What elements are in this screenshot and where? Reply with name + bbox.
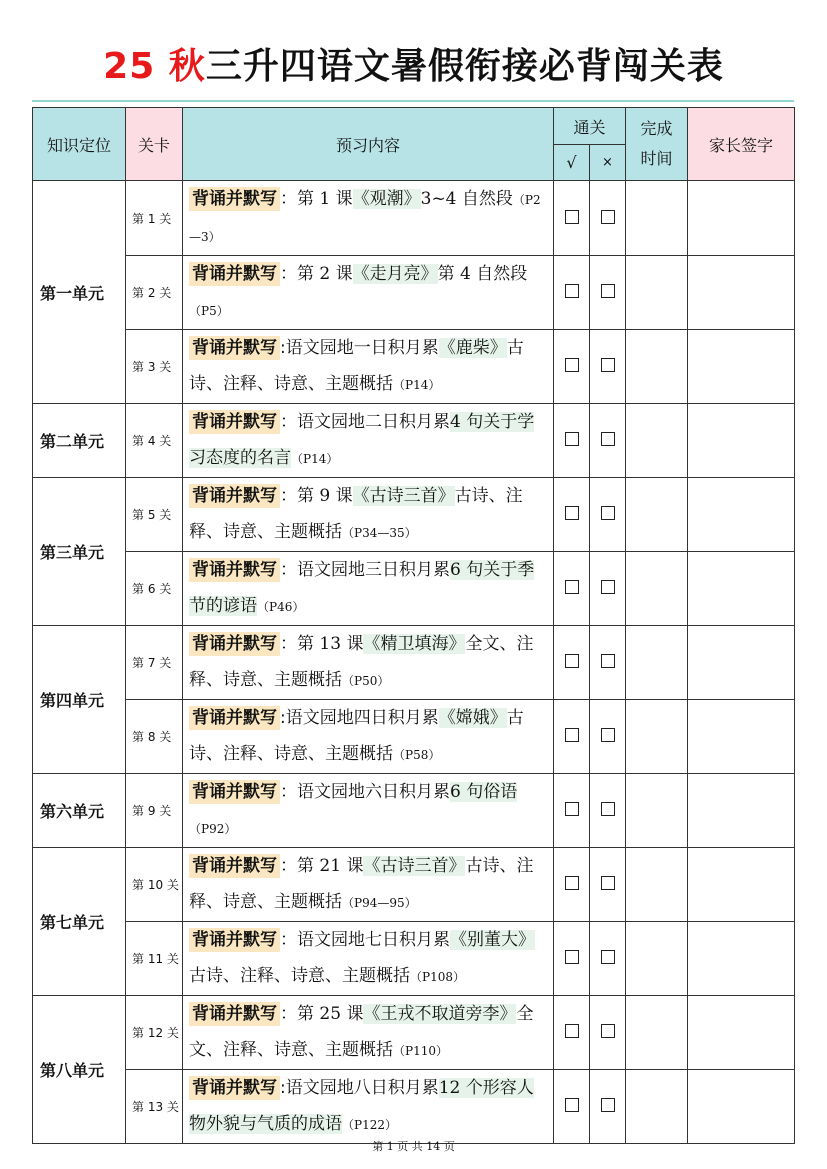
page-reference: （P5） (189, 304, 229, 318)
recite-tag-text: 背诵并默写 (192, 1078, 277, 1098)
pass-yes-cell (554, 626, 590, 700)
finish-time-cell[interactable] (626, 1070, 688, 1144)
unit-name: 第六单元 (33, 774, 126, 848)
content-prefix: 语文园地二日积月累 (297, 412, 450, 432)
recite-tag-text: 背诵并默写 (192, 338, 277, 358)
page-title (0, 38, 827, 89)
pass-no-cell (590, 700, 626, 774)
recite-tag (189, 1076, 280, 1100)
pass-yes-cell (554, 1070, 590, 1144)
content-suffix: 第 4 自然段 (437, 264, 528, 284)
page-reference: （P14） (291, 452, 339, 466)
tag-colon: ： (280, 412, 297, 432)
level-label: 第 13 关 (126, 1070, 183, 1144)
page-reference: （P92） (189, 822, 237, 836)
pass-yes-checkbox[interactable] (565, 1098, 579, 1112)
content-suffix: 古诗、注释、诗意、主题概括 (189, 856, 534, 912)
pass-no-cell (590, 774, 626, 848)
table-row (33, 404, 795, 478)
recite-tag-text: 背诵并默写 (192, 856, 277, 876)
pass-no-cell (590, 922, 626, 996)
level-label: 第 10 关 (126, 848, 183, 922)
parent-signature-cell[interactable] (688, 552, 795, 626)
parent-signature-cell[interactable] (688, 181, 795, 256)
content-highlight: 《观潮》 (352, 189, 421, 209)
content-prefix: 语文园地三日积月累 (297, 560, 450, 580)
table-row (33, 330, 795, 404)
page-reference: （P94—95） (342, 896, 417, 910)
recite-tag (189, 262, 280, 286)
checklist-table (32, 107, 795, 1144)
content-highlight: 《嫦娥》 (438, 708, 507, 728)
level-label: 第 5 关 (126, 478, 183, 552)
pass-no-checkbox[interactable] (601, 1024, 615, 1038)
pass-no-cell (590, 626, 626, 700)
unit-name: 第七单元 (33, 848, 126, 996)
tag-colon: ： (280, 486, 297, 506)
tag-colon: : (280, 338, 286, 358)
pass-yes-checkbox[interactable] (565, 210, 579, 224)
pass-no-checkbox[interactable] (601, 432, 615, 446)
content-highlight: 6 句关于季节的谚语 (189, 560, 535, 616)
content-cell (183, 256, 554, 330)
pass-no-checkbox[interactable] (601, 284, 615, 298)
tag-colon: ： (280, 264, 297, 284)
content-cell (183, 181, 554, 256)
content-suffix: 3~4 自然段 (420, 189, 513, 209)
page-reference: （P108） (410, 970, 465, 984)
content-cell (183, 996, 554, 1070)
content-prefix: 语文园地四日积月累 (285, 708, 439, 728)
header-pass-no: × (590, 145, 626, 181)
unit-name: 第八单元 (33, 996, 126, 1144)
pass-yes-checkbox[interactable] (565, 432, 579, 446)
pass-yes-cell (554, 774, 590, 848)
content-highlight: 《别董大》 (450, 930, 535, 950)
finish-time-cell[interactable] (626, 404, 688, 478)
parent-signature-cell[interactable] (688, 404, 795, 478)
content-highlight: 《古诗三首》 (352, 486, 455, 506)
tag-colon: : (280, 708, 286, 728)
pass-no-checkbox[interactable] (601, 654, 615, 668)
pass-no-cell (590, 256, 626, 330)
recite-tag-text: 背诵并默写 (192, 708, 277, 728)
recite-tag-text: 背诵并默写 (192, 1004, 277, 1024)
recite-tag (189, 187, 280, 211)
pass-no-cell (590, 552, 626, 626)
finish-time-cell[interactable] (626, 700, 688, 774)
content-prefix: 第 2 课 (297, 264, 353, 284)
pass-yes-cell (554, 478, 590, 552)
unit-name: 第一单元 (33, 181, 126, 404)
table-row (33, 848, 795, 922)
header-parent-signature: 家长签字 (688, 108, 795, 181)
content-cell (183, 700, 554, 774)
content-highlight: 《鹿柴》 (438, 338, 507, 358)
recite-tag-text: 背诵并默写 (192, 264, 277, 284)
content-cell (183, 404, 554, 478)
header-pass: 通关 (554, 108, 626, 145)
recite-tag (189, 484, 280, 508)
content-cell (183, 1070, 554, 1144)
pass-yes-cell (554, 552, 590, 626)
content-suffix: 古诗、注释、诗意、主题概括 (189, 966, 410, 986)
header-finish-line2: 时间 (640, 149, 673, 168)
parent-signature-cell[interactable] (688, 478, 795, 552)
pass-yes-cell (554, 181, 590, 256)
content-highlight: 12 个形容人物外貌与气质的成语 (189, 1078, 534, 1134)
content-prefix: 语文园地七日积月累 (297, 930, 450, 950)
pass-no-checkbox[interactable] (601, 876, 615, 890)
finish-time-cell[interactable] (626, 774, 688, 848)
level-label: 第 1 关 (126, 181, 183, 256)
tag-colon: : (280, 1078, 286, 1098)
parent-signature-cell[interactable] (688, 700, 795, 774)
recite-tag (189, 780, 280, 804)
finish-time-cell[interactable] (626, 922, 688, 996)
finish-time-cell[interactable] (626, 626, 688, 700)
header-content: 预习内容 (183, 108, 554, 181)
parent-signature-cell[interactable] (688, 774, 795, 848)
content-highlight: 《王戎不取道旁李》 (363, 1004, 517, 1024)
content-suffix: 全文、注释、诗意、主题概括 (189, 1004, 534, 1060)
content-suffix: 古诗、注释、诗意、主题概括 (189, 708, 524, 764)
pass-no-checkbox[interactable] (601, 802, 615, 816)
page-reference: （P2—3） (189, 193, 541, 244)
table-body (33, 181, 795, 1144)
pass-yes-checkbox[interactable] (565, 506, 579, 520)
parent-signature-cell[interactable] (688, 626, 795, 700)
finish-time-cell[interactable] (626, 330, 688, 404)
level-label: 第 12 关 (126, 996, 183, 1070)
content-prefix: 第 9 课 (297, 486, 353, 506)
recite-tag (189, 558, 280, 582)
finish-time-cell[interactable] (626, 552, 688, 626)
content-prefix: 语文园地八日积月累 (285, 1078, 439, 1098)
pass-no-checkbox[interactable] (601, 950, 615, 964)
page-reference: （P58） (393, 748, 441, 762)
table-row (33, 700, 795, 774)
content-cell (183, 626, 554, 700)
pass-no-checkbox[interactable] (601, 580, 615, 594)
tag-colon: ： (280, 560, 297, 580)
title-highlight: 25 秋 (103, 46, 206, 87)
content-suffix: 古诗、注释、诗意、主题概括 (189, 486, 523, 542)
level-label: 第 7 关 (126, 626, 183, 700)
header-position: 知识定位 (33, 108, 126, 181)
page-footer: 第 1 页 共 14 页 (372, 1140, 455, 1153)
recite-tag-text: 背诵并默写 (192, 412, 277, 432)
table-row (33, 552, 795, 626)
tag-colon: ： (280, 1004, 297, 1024)
pass-yes-cell (554, 700, 590, 774)
pass-yes-cell (554, 404, 590, 478)
content-cell (183, 922, 554, 996)
level-label: 第 6 关 (126, 552, 183, 626)
content-prefix: 第 25 课 (297, 1004, 364, 1024)
content-cell (183, 478, 554, 552)
page-reference: （P110） (393, 1044, 448, 1058)
table-row (33, 256, 795, 330)
pass-no-cell (590, 478, 626, 552)
content-highlight: 《走月亮》 (352, 264, 438, 284)
header-finish-line1: 完成 (640, 119, 673, 138)
table-row (33, 996, 795, 1070)
table-row (33, 774, 795, 848)
pass-no-cell (590, 848, 626, 922)
pass-yes-cell (554, 922, 590, 996)
table-row (33, 626, 795, 700)
table-row (33, 181, 795, 256)
unit-name: 第二单元 (33, 404, 126, 478)
recite-tag-text: 背诵并默写 (192, 634, 277, 654)
header-finish-time (626, 108, 688, 181)
unit-name: 第三单元 (33, 478, 126, 626)
content-highlight: 《古诗三首》 (363, 856, 466, 876)
pass-no-checkbox[interactable] (601, 506, 615, 520)
pass-yes-checkbox[interactable] (565, 358, 579, 372)
pass-no-checkbox[interactable] (601, 358, 615, 372)
content-highlight: 6 句俗语 (450, 782, 518, 802)
content-prefix: 第 13 课 (297, 634, 364, 654)
parent-signature-cell[interactable] (688, 330, 795, 404)
parent-signature-cell[interactable] (688, 996, 795, 1070)
header-pass-yes: √ (554, 145, 590, 181)
pass-no-cell (590, 404, 626, 478)
recite-tag (189, 854, 280, 878)
content-cell (183, 774, 554, 848)
recite-tag-text: 背诵并默写 (192, 930, 277, 950)
parent-signature-cell[interactable] (688, 256, 795, 330)
tag-colon: ： (280, 782, 297, 802)
pass-yes-checkbox[interactable] (565, 876, 579, 890)
page-reference: （P14） (393, 378, 441, 392)
pass-yes-checkbox[interactable] (565, 728, 579, 742)
title-text: 三升四语文暑假衔接必背闯关表 (205, 46, 724, 87)
pass-yes-checkbox[interactable] (565, 580, 579, 594)
level-label: 第 11 关 (126, 922, 183, 996)
content-cell (183, 330, 554, 404)
level-label: 第 8 关 (126, 700, 183, 774)
header-level: 关卡 (126, 108, 183, 181)
page-reference: （P46） (257, 600, 305, 614)
page-reference: （P122） (342, 1118, 397, 1132)
page-reference: （P34—35） (342, 526, 417, 540)
recite-tag (189, 706, 280, 730)
pass-yes-cell (554, 256, 590, 330)
finish-time-cell[interactable] (626, 848, 688, 922)
tag-colon: ： (280, 930, 297, 950)
content-cell (183, 848, 554, 922)
level-label: 第 3 关 (126, 330, 183, 404)
parent-signature-cell[interactable] (688, 922, 795, 996)
unit-name: 第四单元 (33, 626, 126, 774)
pass-yes-checkbox[interactable] (565, 802, 579, 816)
tag-colon: ： (280, 634, 297, 654)
recite-tag (189, 1002, 280, 1026)
pass-yes-checkbox[interactable] (565, 950, 579, 964)
level-label: 第 4 关 (126, 404, 183, 478)
title-divider (32, 100, 794, 102)
pass-no-cell (590, 330, 626, 404)
table-row (33, 1070, 795, 1144)
content-highlight: 4 句关于学习态度的名言 (189, 412, 535, 468)
pass-yes-checkbox[interactable] (565, 1024, 579, 1038)
table-row (33, 478, 795, 552)
recite-tag (189, 336, 280, 360)
content-suffix: 古诗、注释、诗意、主题概括 (189, 338, 524, 394)
finish-time-cell[interactable] (626, 256, 688, 330)
recite-tag-text: 背诵并默写 (192, 486, 277, 506)
tag-colon: ： (280, 189, 297, 209)
pass-no-cell (590, 181, 626, 256)
content-cell (183, 552, 554, 626)
pass-no-checkbox[interactable] (601, 210, 615, 224)
pass-yes-checkbox[interactable] (565, 284, 579, 298)
recite-tag (189, 928, 280, 952)
recite-tag-text: 背诵并默写 (192, 560, 277, 580)
content-highlight: 《精卫填海》 (363, 634, 466, 654)
content-prefix: 语文园地六日积月累 (297, 782, 450, 802)
finish-time-cell[interactable] (626, 996, 688, 1070)
recite-tag-text: 背诵并默写 (192, 782, 277, 802)
recite-tag-text: 背诵并默写 (192, 189, 277, 209)
content-suffix: 全文、注释、诗意、主题概括 (189, 634, 534, 690)
level-label: 第 2 关 (126, 256, 183, 330)
parent-signature-cell[interactable] (688, 1070, 795, 1144)
recite-tag (189, 410, 280, 434)
content-prefix: 第 1 课 (297, 189, 353, 209)
finish-time-cell[interactable] (626, 478, 688, 552)
pass-yes-cell (554, 848, 590, 922)
page-reference: （P50） (342, 674, 390, 688)
table-row (33, 922, 795, 996)
pass-no-checkbox[interactable] (601, 728, 615, 742)
content-prefix: 语文园地一日积月累 (285, 338, 439, 358)
recite-tag (189, 632, 280, 656)
pass-no-cell (590, 996, 626, 1070)
pass-yes-checkbox[interactable] (565, 654, 579, 668)
pass-no-cell (590, 1070, 626, 1144)
level-label: 第 9 关 (126, 774, 183, 848)
finish-time-cell[interactable] (626, 181, 688, 256)
content-prefix: 第 21 课 (297, 856, 364, 876)
pass-no-checkbox[interactable] (601, 1098, 615, 1112)
pass-yes-cell (554, 330, 590, 404)
pass-yes-cell (554, 996, 590, 1070)
tag-colon: ： (280, 856, 297, 876)
parent-signature-cell[interactable] (688, 848, 795, 922)
